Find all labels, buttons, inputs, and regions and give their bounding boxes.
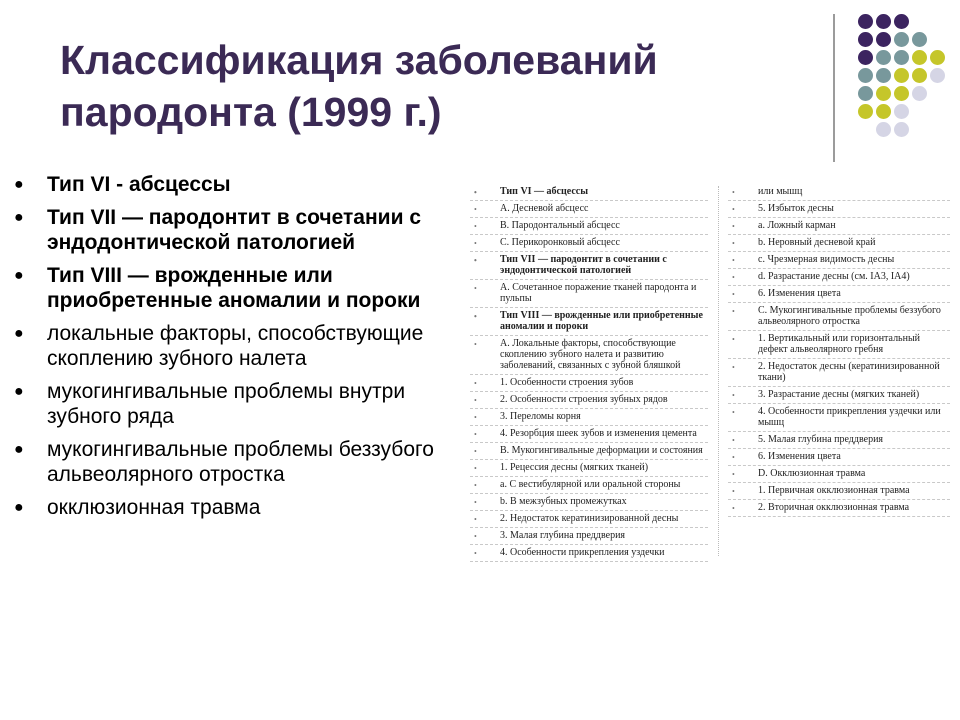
scanned-table-right: [728, 184, 950, 517]
scan-row: [470, 201, 708, 218]
scan-row: [728, 359, 950, 387]
row-marker-icon: •: [732, 273, 735, 282]
bullet-dot-icon: ●: [14, 267, 24, 284]
decor-dot: [912, 50, 927, 65]
scan-row-text: Тип VII — пародонтит в сочетании с эндодонтической патологией: [500, 254, 667, 276]
scan-row: [470, 477, 708, 494]
scan-row-text: 1. Вертикальный или горизонтальный дефект альвеолярного гребня: [758, 333, 921, 355]
bullet-dot-icon: ●: [14, 325, 24, 342]
scan-row-text: В. Мукогингивальные деформации и состояния: [500, 445, 703, 456]
row-marker-icon: •: [732, 188, 735, 197]
decor-dot: [894, 32, 909, 47]
bullet-item: [14, 379, 454, 429]
decor-dot: [912, 32, 927, 47]
scan-row: [470, 375, 708, 392]
bullet-text: мукогингивальные проблемы беззубого альвеолярного отростка: [47, 438, 434, 486]
scan-row: [728, 286, 950, 303]
scan-row: [470, 545, 708, 562]
scan-row: [728, 404, 950, 432]
row-marker-icon: •: [732, 391, 735, 400]
bullet-text: Тип VII — пародонтит в сочетании с эндодонтической патологией: [47, 206, 422, 254]
scan-row: [728, 235, 950, 252]
row-marker-icon: •: [474, 481, 477, 490]
row-marker-icon: •: [732, 504, 735, 513]
bullet-item: [14, 437, 454, 487]
row-marker-icon: •: [474, 284, 477, 293]
bullet-dot-icon: ●: [14, 441, 24, 458]
row-marker-icon: •: [732, 436, 735, 445]
scan-row-text: или мышц: [758, 186, 803, 197]
scan-row-text: 5. Малая глубина преддверия: [758, 434, 884, 445]
scan-row-text: 4. Особенности прикрепления уздечки или мышц: [758, 406, 941, 428]
bullet-item: [14, 205, 454, 255]
row-marker-icon: •: [732, 239, 735, 248]
scan-row: [728, 303, 950, 331]
scan-row: [728, 449, 950, 466]
decor-dot: [912, 86, 927, 101]
decor-dot: [858, 86, 873, 101]
scan-row-text: d. Разрастание десны (см. IA3, IA4): [758, 271, 910, 282]
bullet-item: [14, 172, 454, 197]
scan-row-text: 4. Особенности прикрепления уздечки: [500, 547, 665, 558]
scan-row-text: b. В межзубных промежутках: [500, 496, 627, 507]
row-marker-icon: •: [474, 396, 477, 405]
bullet-item: [14, 321, 454, 371]
scan-row: [728, 331, 950, 359]
decor-dot: [876, 32, 891, 47]
scan-row-text: С. Мукогингивальные проблемы беззубого альвеолярного отростка: [758, 305, 941, 327]
decor-dot: [876, 104, 891, 119]
scan-row: [470, 218, 708, 235]
decor-dot: [876, 122, 891, 137]
bullet-text: мукогингивальные проблемы внутри зубного ряда: [47, 380, 406, 428]
bullet-text: Тип VIII — врожденные или приобретенные аномалии и пороки: [47, 264, 421, 312]
scan-row-text: 2. Особенности строения зубных рядов: [500, 394, 668, 405]
row-marker-icon: •: [474, 340, 477, 349]
row-marker-icon: •: [474, 447, 477, 456]
scan-row: [470, 280, 708, 308]
decor-dot: [894, 68, 909, 83]
scan-row-text: b. Неровный десневой край: [758, 237, 876, 248]
scan-row-text: 2. Недостаток кератинизированной десны: [500, 513, 679, 524]
row-marker-icon: •: [732, 256, 735, 265]
row-marker-icon: •: [732, 453, 735, 462]
bullet-item: [14, 495, 454, 520]
row-marker-icon: •: [732, 335, 735, 344]
decor-dot: [858, 14, 873, 29]
scan-row-text: А. Десневой абсцесс: [500, 203, 589, 214]
decor-dot: [894, 122, 909, 137]
row-marker-icon: •: [474, 188, 477, 197]
scanned-table-divider: [718, 186, 720, 556]
scan-row-text: Тип VI — абсцессы: [500, 186, 589, 197]
scanned-table-left: [470, 184, 708, 562]
scan-row: [470, 184, 708, 201]
row-marker-icon: •: [474, 498, 477, 507]
decor-dot: [894, 14, 909, 29]
row-marker-icon: •: [474, 239, 477, 248]
scan-row: [470, 235, 708, 252]
scan-row-text: В. Пародонтальный абсцесс: [500, 220, 620, 231]
scan-row-text: 1. Особенности строения зубов: [500, 377, 634, 388]
scan-row-text: А. Сочетанное поражение тканей пародонта и пульпы: [500, 282, 697, 304]
scan-row: [470, 336, 708, 375]
scan-row: [728, 432, 950, 449]
decor-dot: [876, 68, 891, 83]
scan-row: [470, 392, 708, 409]
scan-row-text: 1. Рецессия десны (мягких тканей): [500, 462, 649, 473]
bullet-list: [14, 172, 454, 528]
decor-dot: [876, 86, 891, 101]
row-marker-icon: •: [732, 205, 735, 214]
scan-row: [728, 483, 950, 500]
scan-row-text: 2. Недостаток десны (кератинизированной ткани): [758, 361, 940, 383]
decor-dot: [876, 50, 891, 65]
decor-dot: [930, 68, 945, 83]
bullet-item: [14, 263, 454, 313]
decor-dot: [858, 32, 873, 47]
scan-row: [470, 426, 708, 443]
scan-row-text: 3. Переломы корня: [500, 411, 581, 422]
bullet-text: Тип VI - абсцессы: [47, 173, 231, 196]
bullet-text: локальные факторы, способствующие скоплению зубного налета: [47, 322, 424, 370]
scan-row: [470, 460, 708, 477]
scan-row-text: 4. Резорбция шеек зубов и изменения цемента: [500, 428, 697, 439]
bullet-dot-icon: ●: [14, 383, 24, 400]
scan-row-text: 5. Избыток десны: [758, 203, 834, 214]
row-marker-icon: •: [474, 464, 477, 473]
scan-row-text: а. С вестибулярной или оральной стороны: [500, 479, 681, 490]
bullet-dot-icon: ●: [14, 176, 24, 193]
scan-row-text: 2. Вторичная окклюзионная травма: [758, 502, 910, 513]
bullet-text: окклюзионная травма: [47, 496, 261, 519]
scan-row-text: 1. Первичная окклюзионная травма: [758, 485, 910, 496]
scan-row-text: А. Локальные факторы, способствующие скоплению зубного налета и развитию заболеваний, связанных с зубной бляшкой: [500, 338, 681, 371]
scan-row: [470, 511, 708, 528]
scan-row: [470, 409, 708, 426]
row-marker-icon: •: [474, 205, 477, 214]
scan-row: [728, 184, 950, 201]
decor-dot: [876, 14, 891, 29]
row-marker-icon: •: [474, 413, 477, 422]
decor-dot: [894, 104, 909, 119]
scan-row-text: 6. Изменения цвета: [758, 288, 841, 299]
row-marker-icon: •: [474, 256, 477, 265]
scan-row: [470, 528, 708, 545]
decor-dot: [858, 50, 873, 65]
scan-row: [470, 494, 708, 511]
scan-row: [728, 500, 950, 517]
scan-row: [728, 201, 950, 218]
bullet-dot-icon: ●: [14, 499, 24, 516]
row-marker-icon: •: [732, 487, 735, 496]
row-marker-icon: •: [732, 470, 735, 479]
scan-row-text: С. Перикоронковый абсцесс: [500, 237, 620, 248]
decor-dot: [894, 50, 909, 65]
bullet-dot-icon: ●: [14, 209, 24, 226]
scan-row-text: Тип VIII — врожденные или приобретенные аномалии и пороки: [500, 310, 703, 332]
row-marker-icon: •: [474, 515, 477, 524]
decor-dot: [912, 68, 927, 83]
scan-row-text: с. Чрезмерная видимость десны: [758, 254, 895, 265]
scan-row-text: а. Ложный карман: [758, 220, 836, 231]
decor-vertical-line: [833, 14, 835, 162]
scan-row: [470, 443, 708, 460]
scan-row: [728, 466, 950, 483]
row-marker-icon: •: [732, 222, 735, 231]
row-marker-icon: •: [474, 379, 477, 388]
title-line-1: Классификация заболеваний: [60, 37, 658, 83]
scan-row-text: 3. Разрастание десны (мягких тканей): [758, 389, 920, 400]
scan-row-text: 6. Изменения цвета: [758, 451, 841, 462]
scan-row: [470, 308, 708, 336]
scan-row: [728, 252, 950, 269]
scan-row: [728, 269, 950, 286]
decor-dot: [894, 86, 909, 101]
scan-row-text: 3. Малая глубина преддверия: [500, 530, 626, 541]
scan-row: [728, 387, 950, 404]
row-marker-icon: •: [732, 363, 735, 372]
row-marker-icon: •: [474, 222, 477, 231]
title-line-2: пародонта (1999 г.): [60, 89, 442, 135]
decor-dot: [858, 68, 873, 83]
row-marker-icon: •: [474, 312, 477, 321]
row-marker-icon: •: [474, 430, 477, 439]
row-marker-icon: •: [732, 290, 735, 299]
row-marker-icon: •: [732, 307, 735, 316]
decor-dot: [930, 50, 945, 65]
scan-row: [470, 252, 708, 280]
row-marker-icon: •: [474, 532, 477, 541]
row-marker-icon: •: [732, 408, 735, 417]
scan-row-text: D. Окклюзионная травма: [758, 468, 866, 479]
scan-row: [728, 218, 950, 235]
decor-dot: [858, 104, 873, 119]
row-marker-icon: •: [474, 549, 477, 558]
slide-title: [60, 34, 780, 138]
